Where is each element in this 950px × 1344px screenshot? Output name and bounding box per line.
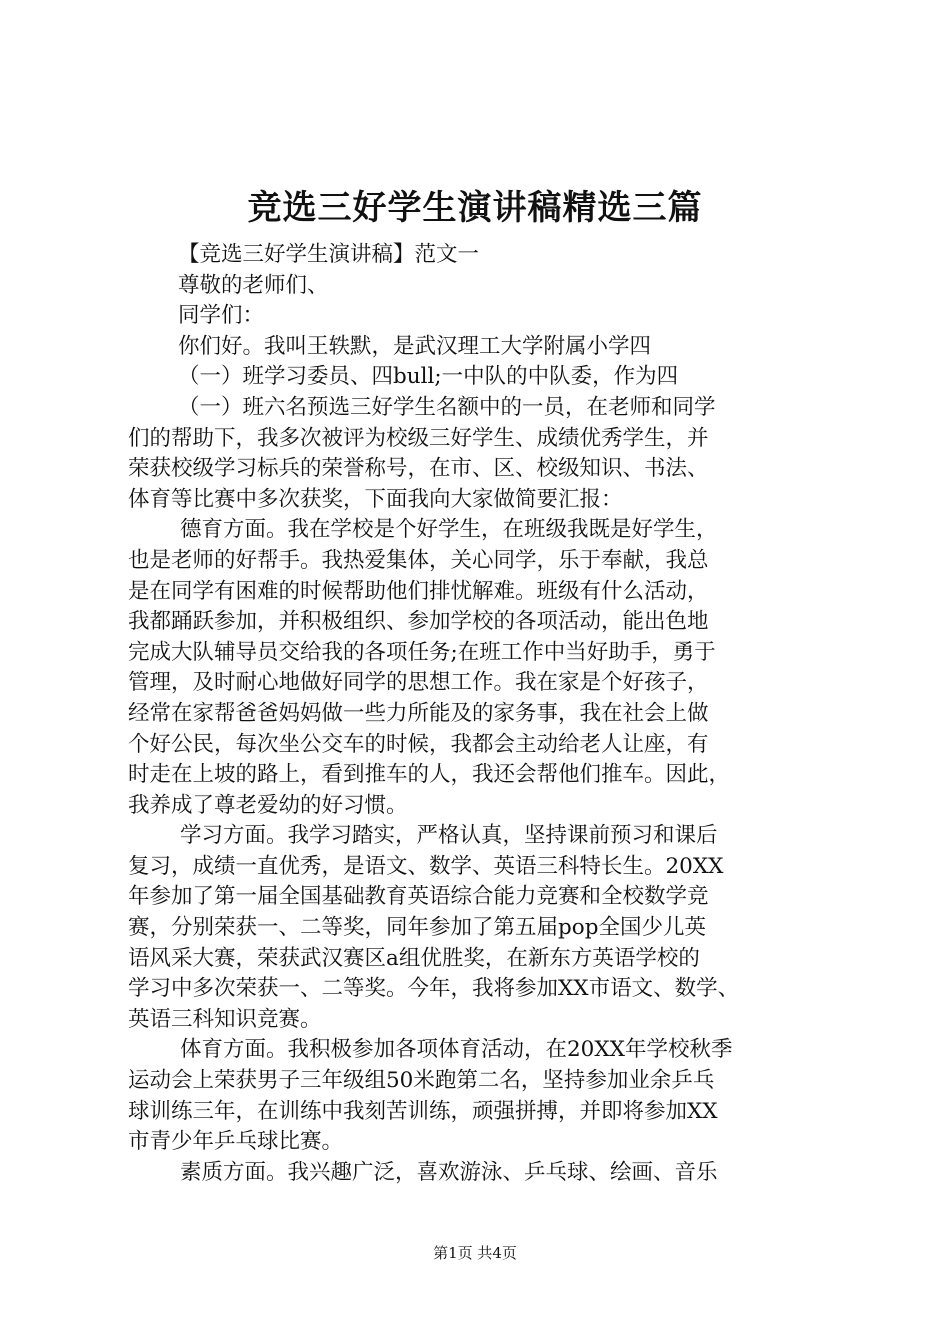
paragraph-line: 个好公民，每次坐公交车的时候，我都会主动给老人让座，有 bbox=[128, 731, 709, 757]
paragraph-line: 我养成了尊老爱幼的好习惯。 bbox=[128, 792, 408, 818]
paragraph-line: 体育方面。我积极参加各项体育活动，在20XX年学校秋季 bbox=[180, 1037, 733, 1063]
paragraph-line: 赛，分别荣获一、二等奖，同年参加了第五届pop全国少儿英 bbox=[128, 915, 706, 941]
paragraph-line: 体育等比赛中多次获奖，下面我向大家做简要汇报： bbox=[128, 486, 623, 512]
paragraph-line: 素质方面。我兴趣广泛，喜欢游泳、乒乓球、绘画、音乐 bbox=[180, 1159, 718, 1185]
paragraph-line: 市青少年乒乓球比赛。 bbox=[128, 1129, 344, 1155]
paragraph-line: 时走在上坡的路上，看到推车的人，我还会帮他们推车。因此， bbox=[128, 762, 731, 788]
paragraph-line: 德育方面。我在学校是个好学生，在班级我既是好学生， bbox=[180, 517, 718, 543]
paragraph-line: 也是老师的好帮手。我热爱集体，关心同学，乐于奉献，我总 bbox=[128, 547, 709, 573]
paragraph-line: （一）班六名预选三好学生名额中的一员，在老师和同学 bbox=[178, 394, 716, 420]
salutation-line: 尊敬的老师们、 bbox=[178, 272, 329, 298]
salutation-line: 同学们： bbox=[178, 303, 265, 329]
paragraph-line: 管理，及时耐心地做好同学的思想工作。我在家是个好孩子， bbox=[128, 670, 709, 696]
paragraph-line: 你们好。我叫王轶默，是武汉理工大学附属小学四 bbox=[178, 333, 652, 359]
page-number: 第1页 共4页 bbox=[433, 1244, 517, 1262]
section-heading: 【竞选三好学生演讲稿】范文一 bbox=[178, 242, 480, 267]
paragraph-line: 我都踊跃参加，并积极组织、参加学校的各项活动，能出色地 bbox=[128, 609, 709, 635]
paragraph-line: 复习，成绩一直优秀，是语文、数学、英语三科特长生。20XX bbox=[128, 853, 724, 879]
paragraph-line: 们的帮助下，我多次被评为校级三好学生、成绩优秀学生，并 bbox=[128, 425, 709, 451]
paragraph-line: 是在同学有困难的时候帮助他们排忧解难。班级有什么活动， bbox=[128, 578, 709, 604]
paragraph-line: 年参加了第一届全国基础教育英语综合能力竞赛和全校数学竞 bbox=[128, 884, 709, 910]
paragraph-line: 荣获校级学习标兵的荣誉称号，在市、区、校级知识、书法、 bbox=[128, 456, 709, 482]
paragraph-line: 运动会上荣获男子三年级组50米跑第二名，坚持参加业余乒乓 bbox=[128, 1068, 715, 1094]
page-footer bbox=[0, 1243, 950, 1263]
paragraph-line: 语风采大赛，荣获武汉赛区a组优胜奖，在新东方英语学校的 bbox=[128, 945, 700, 971]
paragraph-line: 学习中多次荣获一、二等奖。今年，我将参加XX市语文、数学、 bbox=[128, 976, 740, 1002]
document-body bbox=[128, 240, 828, 1188]
document-title: 竞选三好学生演讲稿精选三篇 bbox=[247, 188, 703, 228]
paragraph-line: 学习方面。我学习踏实，严格认真，坚持课前预习和课后 bbox=[180, 823, 718, 849]
paragraph-line: （一）班学习委员、四bull;一中队的中队委，作为四 bbox=[178, 364, 679, 390]
paragraph-line: 英语三科知识竞赛。 bbox=[128, 1006, 322, 1032]
paragraph-line: 球训练三年，在训练中我刻苦训练，顽强拼搏，并即将参加XX bbox=[128, 1098, 718, 1124]
paragraph-line: 完成大队辅导员交给我的各项任务;在班工作中当好助手，勇于 bbox=[128, 639, 716, 665]
paragraph-line: 经常在家帮爸爸妈妈做一些力所能及的家务事，我在社会上做 bbox=[128, 700, 709, 726]
